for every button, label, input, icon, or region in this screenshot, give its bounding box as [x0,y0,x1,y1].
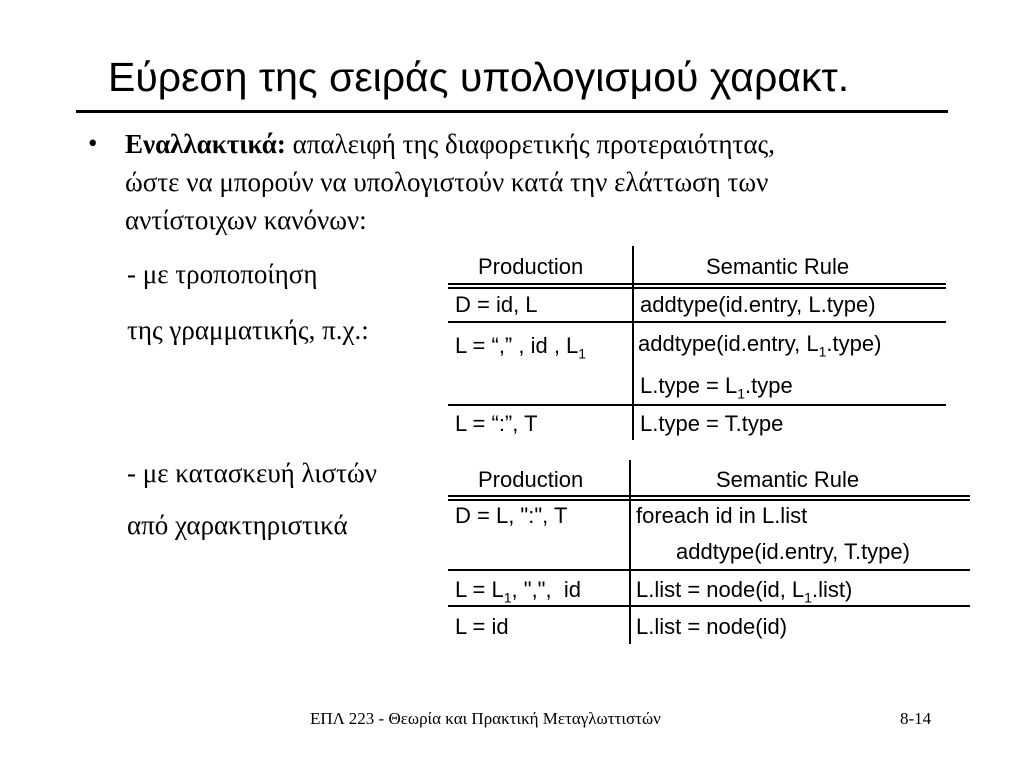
table-2-row-divider [448,569,970,571]
table-1-row-2-rule: addtype(id.entry, $L_1.type$) [638,331,882,360]
table-2-row-3-rule: L.list = node(id, $L_1.list$) [636,577,853,606]
table-1-row-1-production: D = id, L [455,292,538,317]
option-1-line-2: της γραμματικής, π.χ.: [127,315,369,345]
table-1-row-4-production: L = “:”, T [455,411,538,436]
bullet-line-2: ώστε να μπορούν να υπολογιστούν κατά την ελάττωση των [125,167,769,197]
table-1-row-divider [448,404,946,406]
title-underline [76,110,948,113]
table-2-row-3-production: $L = L_1$, ",", id [455,577,581,606]
option-1-line-1: - με τροποποίηση [127,259,318,289]
table-2-row-2-rule: addtype(id.entry, T.type) [676,539,910,564]
option-2-line-2: από χαρακτηριστικά [127,510,348,540]
table-2-row-divider [448,605,970,607]
table-1-row-2-production: L = “,” , id , $L_1$ [455,333,587,362]
bullet-marker: • [88,128,98,158]
bullet-line-3: αντίστοιχων κανόνων: [125,205,367,235]
bullet-bold-term: Εναλλακτικά: [125,129,286,159]
bullet-line-1-text: απαλειφή της διαφορετικής προτεραιότητας, [285,129,775,159]
table-2-header-rule [448,495,970,501]
table-2-row-1-production: D = L, ":", T [455,503,568,528]
bullet-line-1 [125,125,965,163]
table-2-column-divider [629,460,631,644]
bullet-paragraph [125,125,965,239]
table-1-header-production: Production [478,254,584,279]
footer-page-number: 8-14 [900,709,932,728]
table-2-header-production: Production [478,467,584,492]
table-1-row-4-rule: L.type = T.type [640,411,784,436]
table-2-row-4-production: L = id [455,614,509,639]
table-2-header-semantic-rule: Semantic Rule [716,467,860,492]
option-2-line-1: - με κατασκευή λιστών [127,458,377,488]
table-1-column-divider [632,246,634,440]
table-1-row-divider [448,321,946,323]
table-1-header-semantic-rule: Semantic Rule [706,254,850,279]
slide-title: Εύρεση της σειράς υπολογισμού χαρακτ. [108,54,850,100]
table-1-row-3-rule: L.type = $L_1.type$ [640,373,793,402]
table-1-header-rule [448,283,946,289]
footer-course-title: ΕΠΛ 223 - Θεωρία και Πρακτική Μεταγλωττιστών [310,709,661,728]
table-2-row-1-rule: foreach id in L.list [636,503,808,528]
table-2-row-4-rule: L.list = node(id) [636,614,788,639]
table-1-row-1-rule: addtype(id.entry, L.type) [640,292,876,317]
